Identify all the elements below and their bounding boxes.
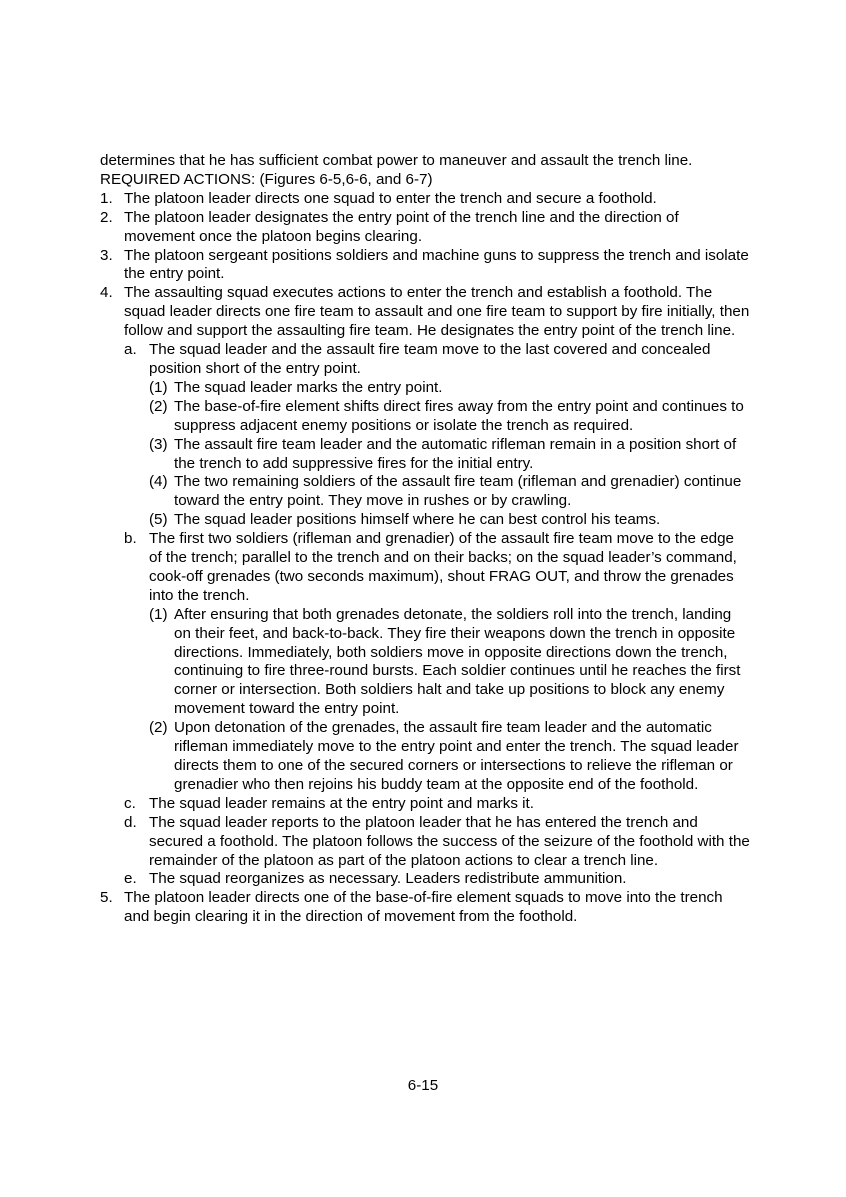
list-marker: 1. xyxy=(100,189,113,207)
list-marker: (1) xyxy=(149,605,168,623)
list-item-text: The squad leader marks the entry point. xyxy=(174,378,443,396)
list-item-text: The first two soldiers (rifleman and grenadier) of the assault fire team move to the edge of the trench; parallel to the trench and on their backs; on the squad leader’s command, cook-off grenades (two seconds maximum), shout FRAG OUT, and throw the grenades into the trench. xyxy=(149,530,737,604)
list-marker: b. xyxy=(124,530,137,548)
list-marker: a. xyxy=(124,341,137,359)
list-item-4a-2 xyxy=(100,398,750,436)
list-marker: d. xyxy=(124,813,137,831)
list-marker: (4) xyxy=(149,473,168,491)
body-text xyxy=(100,152,750,927)
list-marker: (5) xyxy=(149,511,168,529)
list-item-text: Upon detonation of the grenades, the assault fire team leader and the automatic rifleman immediately move to the entry point and enter the trench. The squad leader directs them to one of the secured corners or intersections to relieve the rifleman or grenadier who then rejoins his buddy team at the opposite end of the foothold. xyxy=(174,719,739,793)
list-item-3 xyxy=(100,247,750,285)
list-item-4 xyxy=(100,284,750,341)
list-item-text: The platoon sergeant positions soldiers and machine guns to suppress the trench and isolate the entry point. xyxy=(124,246,749,283)
list-item-4e xyxy=(100,870,750,889)
list-item-text: The assaulting squad executes actions to enter the trench and establish a foothold. The squad leader directs one fire team to assault and one fire team to support by fire initially, then follow and support the assaulting fire team. He designates the entry point of the trench line. xyxy=(124,284,750,340)
list-item-4b-2 xyxy=(100,719,750,795)
list-item-4c xyxy=(100,795,750,814)
list-item-4a-5 xyxy=(100,511,750,530)
list-item-text: The squad reorganizes as necessary. Leaders redistribute ammunition. xyxy=(149,870,627,888)
list-marker: 5. xyxy=(100,889,113,907)
list-marker: 3. xyxy=(100,246,113,264)
list-item-text: The assault fire team leader and the automatic rifleman remain in a position short of the trench to add suppressive fires for the initial entry. xyxy=(174,435,737,472)
list-marker: (3) xyxy=(149,435,168,453)
list-item-text: The squad leader positions himself where he can best control his teams. xyxy=(174,511,661,529)
list-item-text: The platoon leader directs one squad to enter the trench and secure a foothold. xyxy=(124,189,657,207)
list-item-text: The platoon leader designates the entry point of the trench line and the direction of movement once the platoon begins clearing. xyxy=(124,208,679,245)
list-item-5 xyxy=(100,889,750,927)
list-item-4a-1 xyxy=(100,379,750,398)
list-item-2 xyxy=(100,209,750,247)
list-marker: c. xyxy=(124,794,136,812)
list-item-text: The squad leader remains at the entry point and marks it. xyxy=(149,794,534,812)
list-item-text: The squad leader and the assault fire team move to the last covered and concealed position short of the entry point. xyxy=(149,341,711,377)
list-marker: (2) xyxy=(149,719,168,737)
list-item-4a xyxy=(100,341,750,379)
list-item-text: The platoon leader directs one of the base-of-fire element squads to move into the trench and begin clearing it in the direction of movement from the foothold. xyxy=(124,889,723,926)
intro-paragraph: determines that he has sufficient combat power to maneuver and assault the trench line. xyxy=(100,152,693,169)
list-item-1 xyxy=(100,190,750,209)
list-item-text: The squad leader reports to the platoon leader that he has entered the trench and secured a foothold. The platoon follows the success of the seizure of the foothold with the remainder of the platoon as part of the platoon actions to clear a trench line. xyxy=(149,813,750,869)
list-item-4b-1 xyxy=(100,606,750,719)
list-marker: 4. xyxy=(100,284,113,302)
list-item-text: The base-of-fire element shifts direct fires away from the entry point and continues to suppress adjacent enemy positions or isolate the trench as required. xyxy=(174,397,744,434)
list-item-4a-4 xyxy=(100,473,750,511)
list-marker: 2. xyxy=(100,208,113,226)
list-marker: (1) xyxy=(149,378,168,396)
list-item-4a-3 xyxy=(100,436,750,474)
list-item-text: After ensuring that both grenades detonate, the soldiers roll into the trench, landing on their feet, and back-to-back. They fire their weapons down the trench in opposite directions. Immediately, both soldiers move in opposite directions down the trench, continuing to fire three-round bursts. Each soldier continues until he reaches the first corner or intersection. Both soldiers halt and take up positions to block any enemy movement toward the entry point. xyxy=(174,605,741,718)
section-heading: REQUIRED ACTIONS: (Figures 6-5,6-6, and 6-7) xyxy=(100,170,433,188)
list-marker: e. xyxy=(124,870,137,888)
list-item-4b xyxy=(100,530,750,606)
page-number: 6-15 xyxy=(407,1077,439,1094)
list-item-text: The two remaining soldiers of the assault fire team (rifleman and grenadier) continue toward the entry point. They move in rushes or by crawling. xyxy=(174,473,742,510)
list-marker: (2) xyxy=(149,397,168,415)
list-item-4d xyxy=(100,814,750,871)
